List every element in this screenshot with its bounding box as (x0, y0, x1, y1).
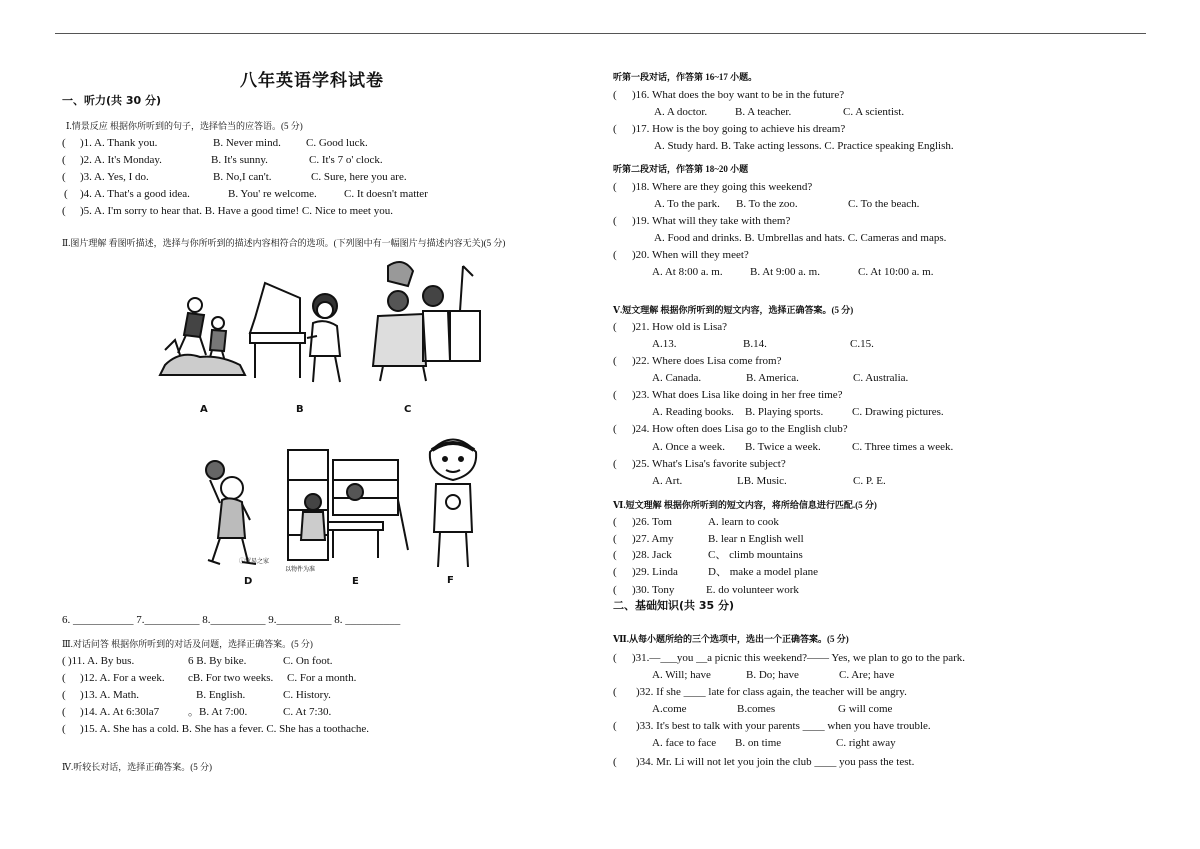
q2: )2. A. It's Monday. (80, 154, 162, 166)
q32: )32. If she ____ late for class again, the teacher will be angry. (636, 686, 907, 698)
q3-b: B. No,I can't. (213, 171, 272, 183)
q12-c: C. For a month. (287, 672, 357, 684)
label-c: C (404, 404, 412, 415)
q32-c: G will come (838, 703, 893, 715)
paren: ( (613, 756, 617, 768)
q31-b: B. Do; have (746, 669, 799, 681)
q32-b: B.comes (737, 703, 776, 715)
q31-c: C. Are; have (839, 669, 895, 681)
paren: ( (613, 458, 617, 470)
picture-a-hikers-icon (160, 295, 250, 390)
q18-a: A. To the park. (654, 198, 720, 210)
q18: )18. Where are they going this weekend? (632, 181, 813, 193)
q15: )15. A. She has a cold. B. She has a fever. C. She has a toothache. (80, 723, 369, 735)
paren: ( (613, 321, 617, 333)
paren: ( (613, 652, 617, 664)
q29: )29. Linda (632, 566, 678, 578)
s5-heading: Ⅴ.短文理解 根据你所听到的短文内容，选择正确答案。(5 分) (613, 305, 854, 315)
q23-a: A. Reading books. (652, 406, 734, 418)
q33-c: C. right away (836, 737, 896, 749)
paren: ( (613, 566, 617, 578)
q12: )12. A. For a week. (80, 672, 165, 684)
q22: )22. Where does Lisa come from? (632, 355, 782, 367)
q22-c: C. Australia. (853, 372, 909, 384)
page-title: 八年英语学科试卷 (240, 71, 384, 91)
q21: )21. How old is Lisa? (632, 321, 728, 333)
q25-c: C. P. E. (853, 475, 886, 487)
picture-d-basketball-icon (190, 458, 270, 568)
paren: ( (613, 389, 617, 401)
picture-caption-2: 以物件为准 (285, 566, 316, 573)
paren: ( (613, 533, 617, 545)
q13: )13. A. Math. (80, 689, 139, 701)
s6-heading: Ⅵ.短文理解 根据你所听到的短文内容，将所给信息进行匹配.(5 分) (613, 500, 877, 510)
q20-c: C. At 10:00 a. m. (858, 266, 934, 278)
q1: )1. A. Thank you. (80, 137, 158, 149)
paren: ( (613, 89, 617, 101)
q5: )5. A. I'm sorry to hear that. B. Have a good time! C. Nice to meet you. (80, 205, 393, 217)
part2-heading: 二、基础知识(共 35 分) (613, 599, 735, 612)
label-a: A (200, 404, 208, 415)
paren: ( (62, 137, 66, 149)
paren: ( (613, 549, 617, 561)
q30: )30. Tony (632, 584, 675, 596)
q25: )25. What's Lisa's favorite subject? (632, 458, 786, 470)
q16-c: C. A scientist. (843, 106, 905, 118)
q14-b: 。B. At 7:00. (188, 706, 248, 718)
q19-options: A. Food and drinks. B. Umbrellas and hats. C. Cameras and maps. (654, 232, 947, 244)
q18-c: C. To the beach. (848, 198, 920, 210)
r2-heading: 听第二段对话，作答第 18~20 小题 (613, 164, 749, 174)
paren: ( (613, 181, 617, 193)
s4-heading: Ⅳ.听较长对话，选择正确答案。(5 分) (62, 762, 212, 772)
q17-options: A. Study hard. B. Take acting lessons. C. Practice speaking English. (654, 140, 954, 152)
q31: )31.—___you __a picnic this weekend?—— Yes, we plan to go to the park. (632, 652, 965, 664)
paren: ( (62, 689, 66, 701)
q23: )23. What does Lisa like doing in her free time? (632, 389, 843, 401)
q2-b: B. It's sunny. (211, 154, 268, 166)
q1-b: B. Never mind. (213, 137, 281, 149)
paren: ( (62, 171, 66, 183)
q22-b: B. America. (746, 372, 799, 384)
q11-c: C. On foot. (283, 655, 333, 667)
label-e: E (352, 576, 359, 587)
q2-c: C. It's 7 o' clock. (309, 154, 383, 166)
q28-a: C、 climb mountains (708, 549, 803, 561)
paren: ( (62, 205, 66, 217)
q20-a: A. At 8:00 a. m. (652, 266, 723, 278)
picture-e-library-icon (283, 440, 413, 570)
paren: ( (613, 516, 617, 528)
part1-heading: 一、听力(共 30 分) (62, 94, 162, 107)
q4-b: B. You' re welcome. (228, 188, 317, 200)
q25-b: LB. Music. (737, 475, 787, 487)
paren: ( (613, 215, 617, 227)
q12-b: cB. For two weeks. (188, 672, 274, 684)
q3-c: C. Sure, here you are. (311, 171, 407, 183)
q26-a: A. learn to cook (708, 516, 779, 528)
paren: ( (62, 655, 66, 667)
s2-heading: Ⅱ.图片理解 看图听描述，选择与你所听到的描述内容相符合的选项。(下列图中有一幅图片与描述内容无关)(5 分) (62, 238, 506, 248)
q26: )26. Tom (632, 516, 672, 528)
q30-a: E. do volunteer work (706, 584, 799, 596)
q4: )4. A. That's a good idea. (80, 188, 190, 200)
paren: ( (64, 188, 68, 200)
q24: )24. How often does Lisa go to the English club? (632, 423, 848, 435)
picture-c-family-tv-icon (368, 256, 488, 390)
q34: )34. Mr. Li will not let you join the club ____ you pass the test. (636, 756, 915, 768)
s3-heading: Ⅲ.对话问答 根据你所听到的对话及问题，选择正确答案。(5 分) (62, 639, 313, 649)
q19: )19. What will they take with them? (632, 215, 791, 227)
q13-c: C. History. (283, 689, 331, 701)
q18-b: B. To the zoo. (736, 198, 798, 210)
paren: ( (62, 723, 66, 735)
q33: )33. It's best to talk with your parents ____ when you have trouble. (636, 720, 931, 732)
q24-c: C. Three times a week. (852, 441, 954, 453)
q11-b: 6 B. By bike. (188, 655, 247, 667)
q20: )20. When will they meet? (632, 249, 749, 261)
r1-heading: 听第一段对话，作答第 16~17 小题。 (613, 72, 758, 82)
q16: )16. What does the boy want to be in the future? (632, 89, 845, 101)
q27-a: B. lear n English well (708, 533, 804, 545)
picture-caption-1: ⓘ贸易之家 (239, 558, 270, 565)
q28: )28. Jack (632, 549, 672, 561)
picture-f-boy-icon (418, 432, 488, 572)
q27: )27. Amy (632, 533, 674, 545)
answer-blanks: 6. ___________ 7.__________ 8.__________ 9.__________ 8. __________ (62, 614, 401, 626)
q33-b: B. on time (735, 737, 782, 749)
q1-c: C. Good luck. (306, 137, 368, 149)
picture-b-piano-icon (245, 278, 355, 386)
q21-b: B.14. (743, 338, 767, 350)
q14: )14. A. At 6:30la7 (80, 706, 160, 718)
paren: ( (613, 355, 617, 367)
q4-c: C. It doesn't matter (344, 188, 428, 200)
q23-c: C. Drawing pictures. (852, 406, 944, 418)
paren: ( (613, 720, 617, 732)
s7-heading: Ⅶ.从每小题所给的三个选项中，选出一个正确答案。(5 分) (613, 634, 849, 644)
q32-a: A.come (652, 703, 687, 715)
q20-b: B. At 9:00 a. m. (750, 266, 820, 278)
q16-b: B. A teacher. (735, 106, 792, 118)
q3: )3. A. Yes, I do. (80, 171, 149, 183)
q31-a: A. Will; have (652, 669, 711, 681)
q25-a: A. Art. (652, 475, 683, 487)
q13-b: B. English. (196, 689, 246, 701)
q24-b: B. Twice a week. (745, 441, 821, 453)
label-f: F (447, 575, 454, 586)
q21-a: A.13. (652, 338, 677, 350)
q14-c: C. At 7:30. (283, 706, 332, 718)
q22-a: A. Canada. (652, 372, 702, 384)
q29-a: D、 make a model plane (708, 566, 818, 578)
label-b: B (296, 404, 304, 415)
top-rule (55, 33, 1146, 34)
q33-a: A. face to face (652, 737, 717, 749)
q21-c: C.15. (850, 338, 874, 350)
paren: ( (62, 154, 66, 166)
label-d: D (244, 576, 253, 587)
paren: ( (613, 249, 617, 261)
q11: )11. A. By bus. (68, 655, 135, 667)
paren: ( (613, 584, 617, 596)
paren: ( (613, 686, 617, 698)
paren: ( (613, 123, 617, 135)
q23-b: B. Playing sports. (745, 406, 824, 418)
paren: ( (613, 423, 617, 435)
q16-a: A. A doctor. (654, 106, 708, 118)
q17: )17. How is the boy going to achieve his dream? (632, 123, 846, 135)
q24-a: A. Once a week. (652, 441, 725, 453)
s1-heading: Ⅰ.情景反应 根据你所听到的句子，选择恰当的应答语。(5 分) (66, 121, 303, 131)
paren: ( (62, 672, 66, 684)
paren: ( (62, 706, 66, 718)
